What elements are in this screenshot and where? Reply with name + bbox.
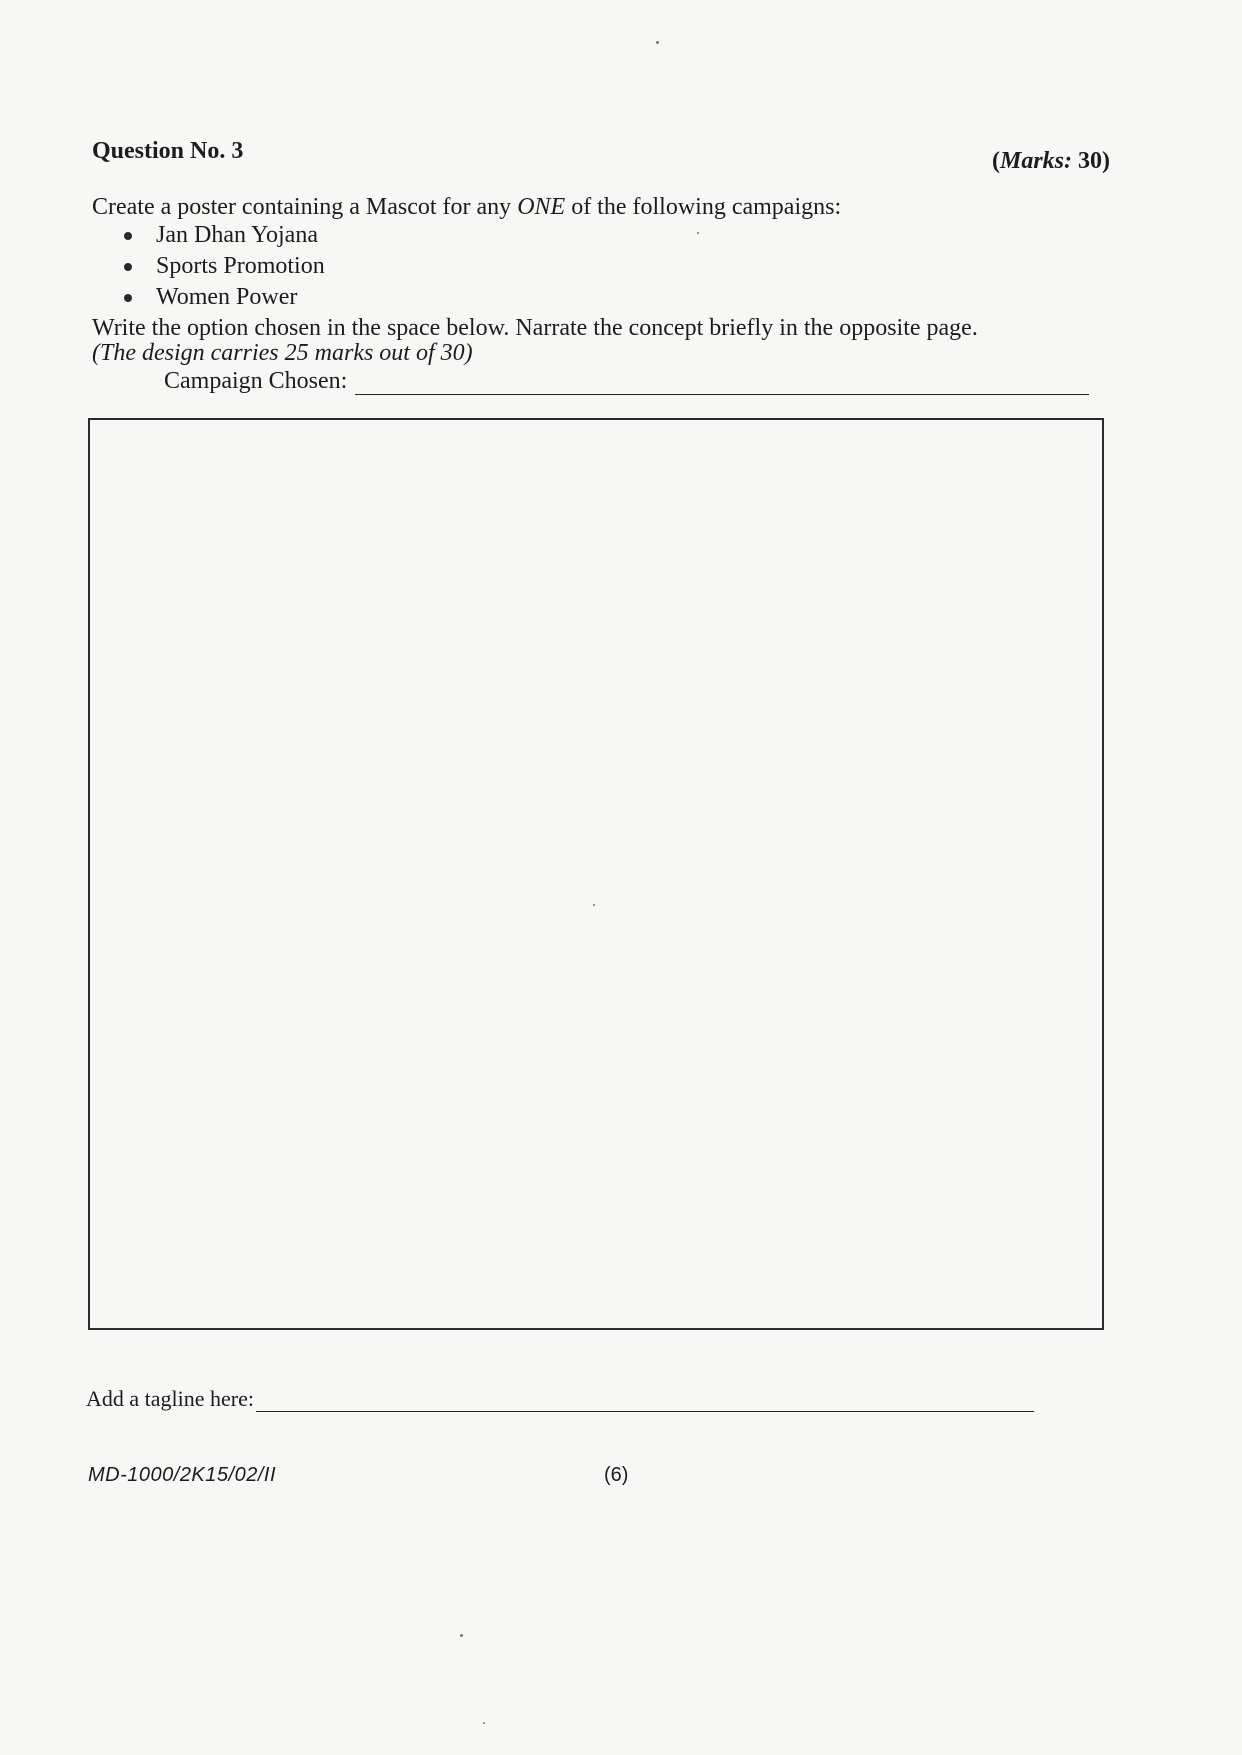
marks-label: Marks: (999, 148, 1072, 174)
instruction-before: Create a poster containing a Mascot for any (92, 194, 518, 220)
campaign-option (124, 251, 325, 282)
paper-code: MD-1000/2K15/02/II (88, 1464, 276, 1486)
marks-value: 30 (1078, 148, 1102, 174)
scan-speck (483, 1722, 485, 1724)
tagline-label: Add a tagline here: (86, 1386, 254, 1411)
scan-speck (697, 232, 699, 234)
instruction-emphasis: ONE (517, 194, 566, 220)
tagline-blank-line[interactable] (256, 1391, 1034, 1412)
instruction-after: of the following campaigns: (565, 194, 842, 220)
page-number: (6) (604, 1464, 629, 1486)
question-instruction (92, 194, 841, 221)
direction-text: Write the option chosen in the space below. Narrate the concept briefly in the opposite page. (92, 315, 978, 341)
tagline-field[interactable] (86, 1386, 1034, 1412)
bullet-icon (124, 232, 132, 240)
campaign-option-label: Jan Dhan Yojana (156, 222, 318, 248)
campaign-chosen-blank-line[interactable] (355, 372, 1089, 395)
campaign-option-label: Sports Promotion (156, 253, 325, 279)
campaign-option-label: Women Power (156, 284, 298, 310)
marks-note: (The design carries 25 marks out of 30) (92, 340, 473, 366)
marks-allocation (992, 148, 1110, 175)
campaign-option (124, 282, 325, 313)
question-heading: Question No. 3 (92, 138, 244, 164)
bullet-icon (124, 263, 132, 271)
campaign-options-list (124, 220, 325, 313)
campaign-chosen-field[interactable] (164, 368, 1089, 395)
marks-open-paren: ( (991, 148, 1000, 174)
marks-close-paren: ) (1102, 148, 1110, 174)
bullet-icon (124, 294, 132, 302)
campaign-chosen-label: Campaign Chosen: (164, 368, 348, 394)
poster-drawing-area[interactable] (88, 418, 1104, 1330)
scan-speck (656, 41, 659, 44)
scan-speck (593, 904, 595, 906)
campaign-option (124, 220, 325, 251)
scan-speck (460, 1634, 463, 1637)
